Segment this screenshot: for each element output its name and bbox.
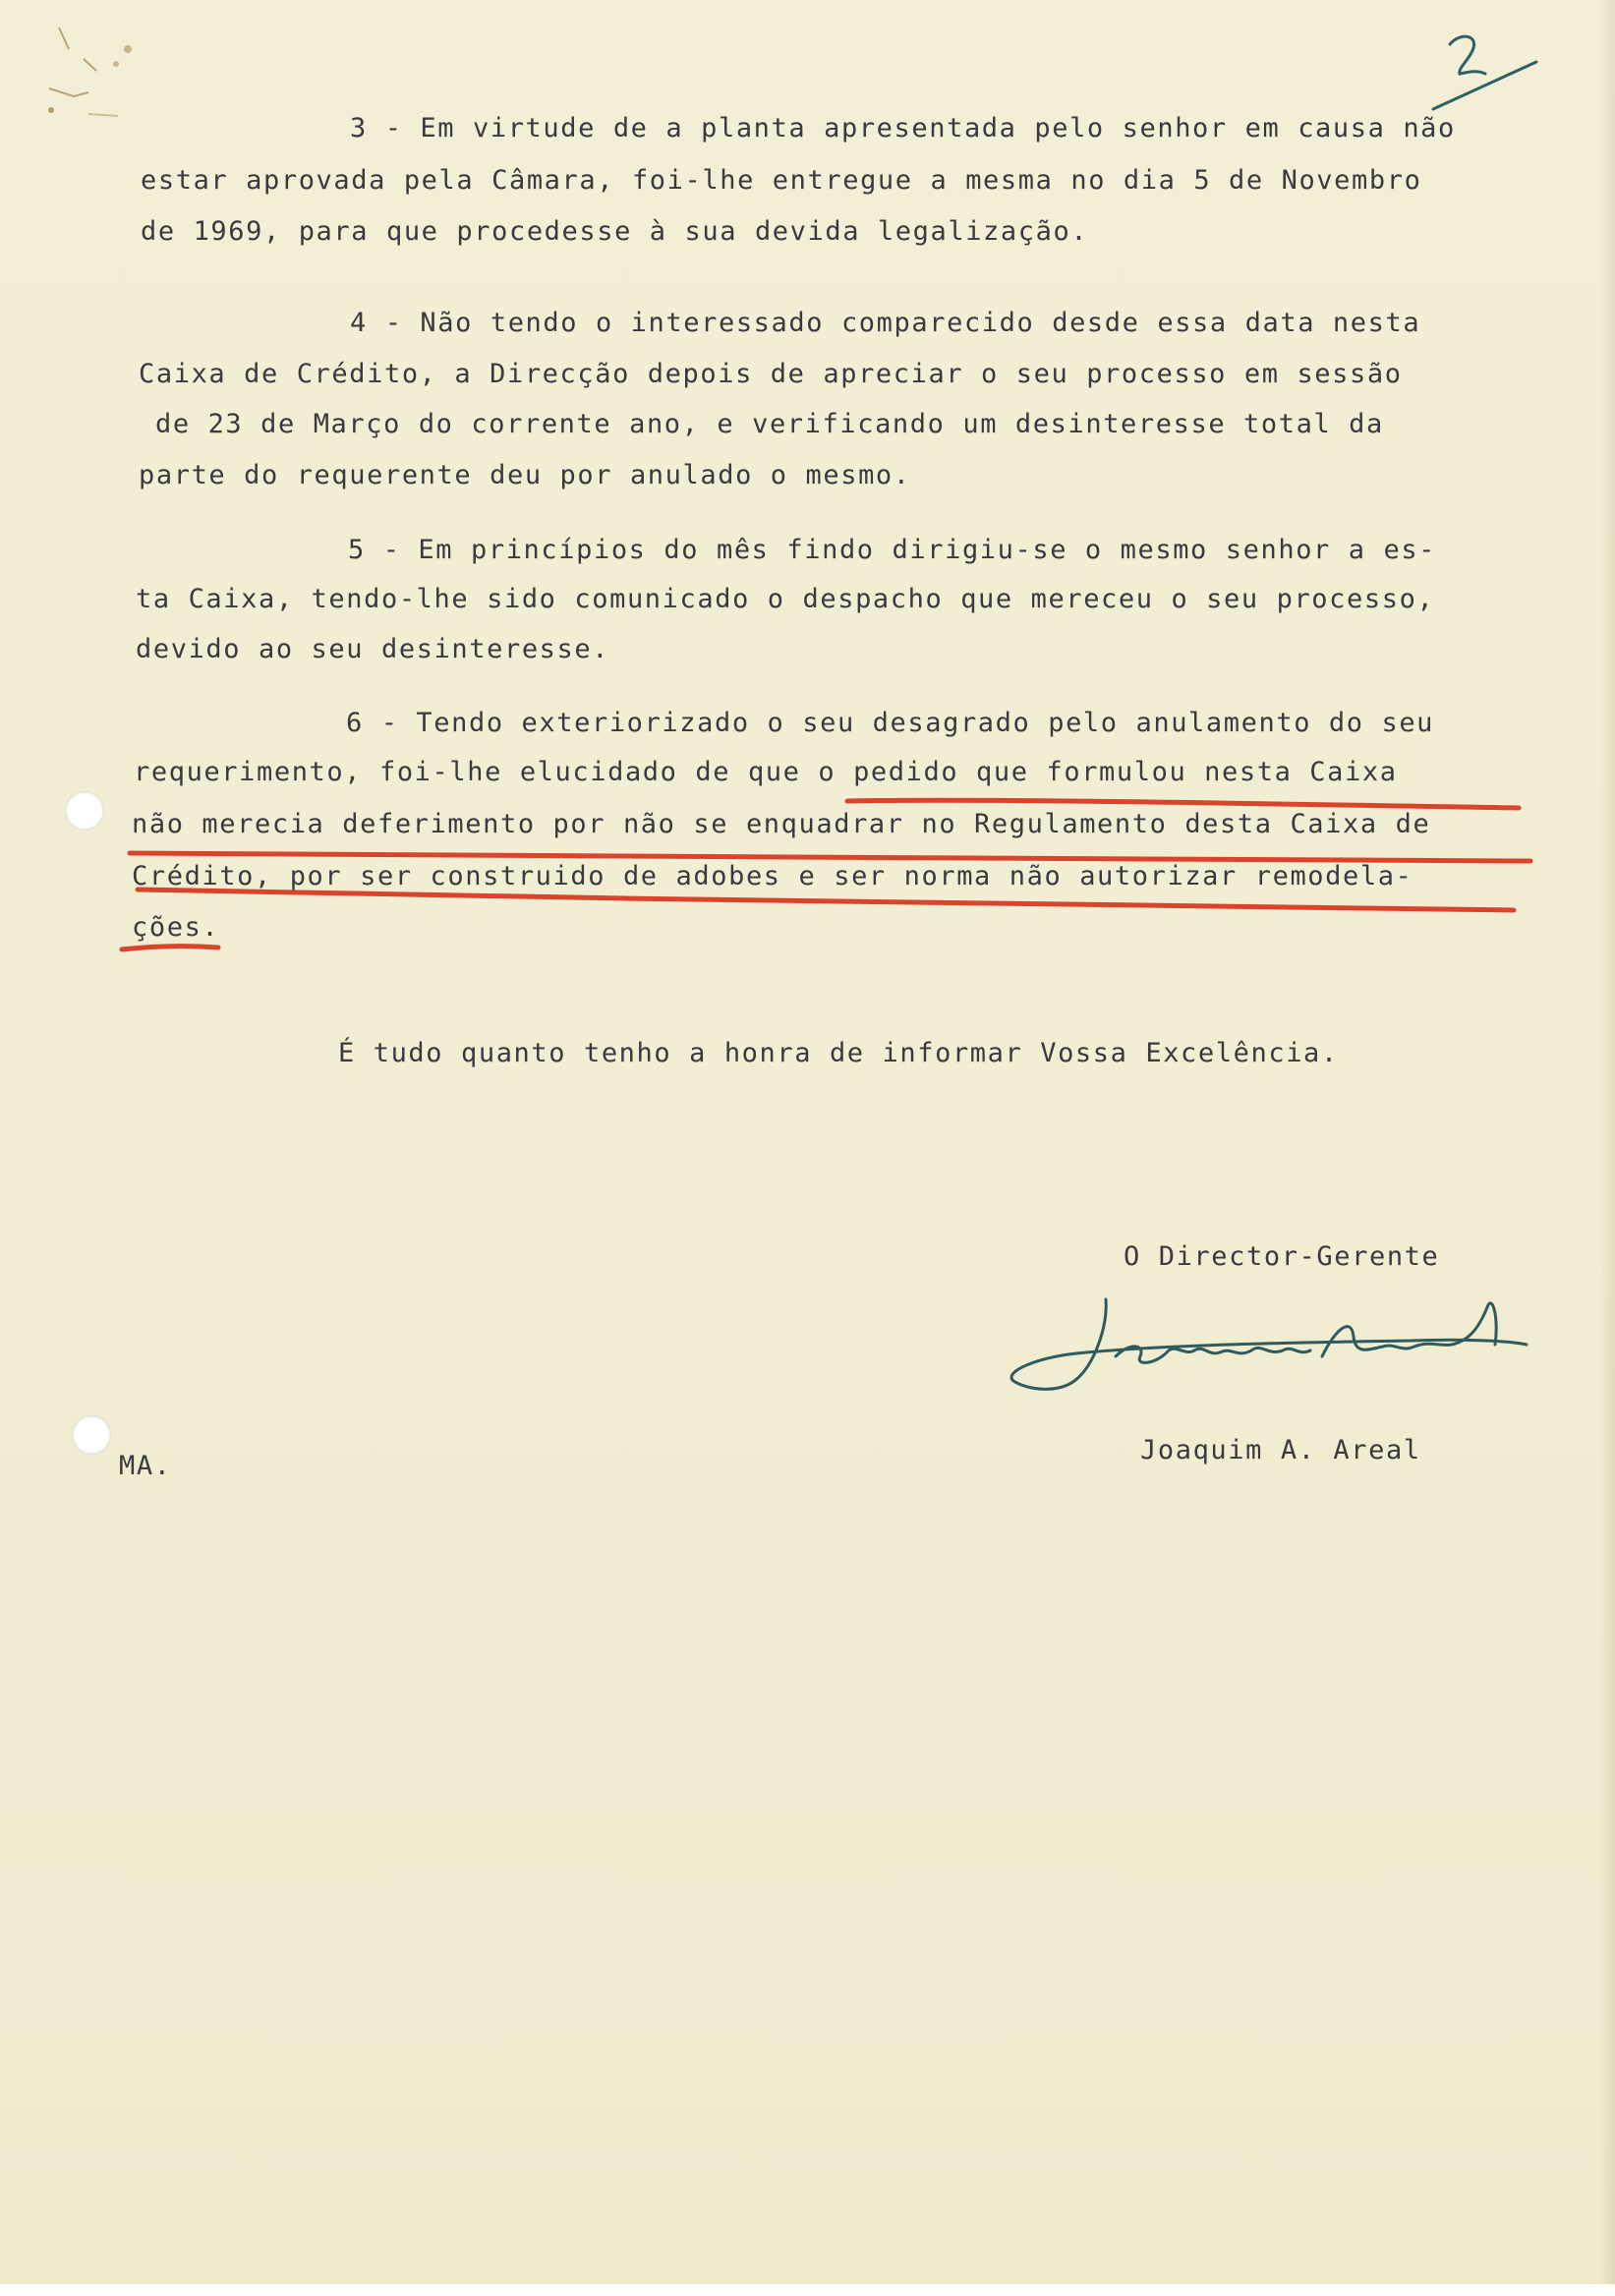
paragraph-3-line-2: estar aprovada pela Câmara, foi-lhe entregue a mesma no dia 5 de Novembro: [141, 165, 1422, 196]
paragraph-6-line-4: Crédito, por ser construido de adobes e ser norma não autorizar remodela-: [132, 861, 1413, 891]
paragraph-3-line-3: de 1969, para que procedesse à sua devida legalização.: [141, 216, 1089, 247]
scan-bottom-margin: [0, 2284, 1615, 2296]
typist-initials: MA.: [119, 1451, 172, 1481]
paragraph-6-line-1: 6 - Tendo exteriorizado o seu desagrado pelo anulamento do seu: [346, 708, 1435, 738]
staple-mark: [29, 20, 147, 128]
paragraph-4-line-4: parte do requerente deu por anulado o mesmo.: [139, 460, 911, 490]
paragraph-5-line-3: devido ao seu desinteresse.: [136, 634, 610, 664]
paragraph-4-line-3: de 23 de Março do corrente ano, e verificando um desinteresse total da: [155, 409, 1384, 439]
paper-edge-shadow: [1599, 0, 1615, 2296]
paragraph-6-line-3: não merecia deferimento por não se enquadrar no Regulamento desta Caixa de: [132, 809, 1431, 839]
signatory-name: Joaquim A. Areal: [1140, 1435, 1421, 1465]
paragraph-3-line-1: 3 - Em virtude de a planta apresentada pelo senhor em causa não: [350, 113, 1456, 144]
punch-hole-top: [65, 791, 104, 831]
paragraph-6-line-2: requerimento, foi-lhe elucidado de que o pedido que formulou nesta Caixa: [134, 757, 1398, 787]
closing-sentence: É tudo quanto tenho a honra de informar Vossa Excelência.: [338, 1038, 1339, 1068]
handwritten-signature: [998, 1288, 1528, 1406]
paragraph-6-line-5: ções.: [132, 912, 220, 943]
paragraph-5-line-2: ta Caixa, tendo-lhe sido comunicado o despacho que mereceu o seu processo,: [136, 584, 1435, 614]
signatory-title: O Director-Gerente: [1124, 1241, 1440, 1272]
punch-hole-bottom: [72, 1415, 111, 1455]
paragraph-5-line-1: 5 - Em princípios do mês findo dirigiu-se o mesmo senhor a es-: [348, 535, 1437, 565]
paragraph-4-line-2: Caixa de Crédito, a Direcção depois de apreciar o seu processo em sessão: [139, 359, 1403, 389]
paragraph-4-line-1: 4 - Não tendo o interessado comparecido desde essa data nesta: [350, 308, 1421, 338]
page-number-mark: [1430, 25, 1538, 113]
